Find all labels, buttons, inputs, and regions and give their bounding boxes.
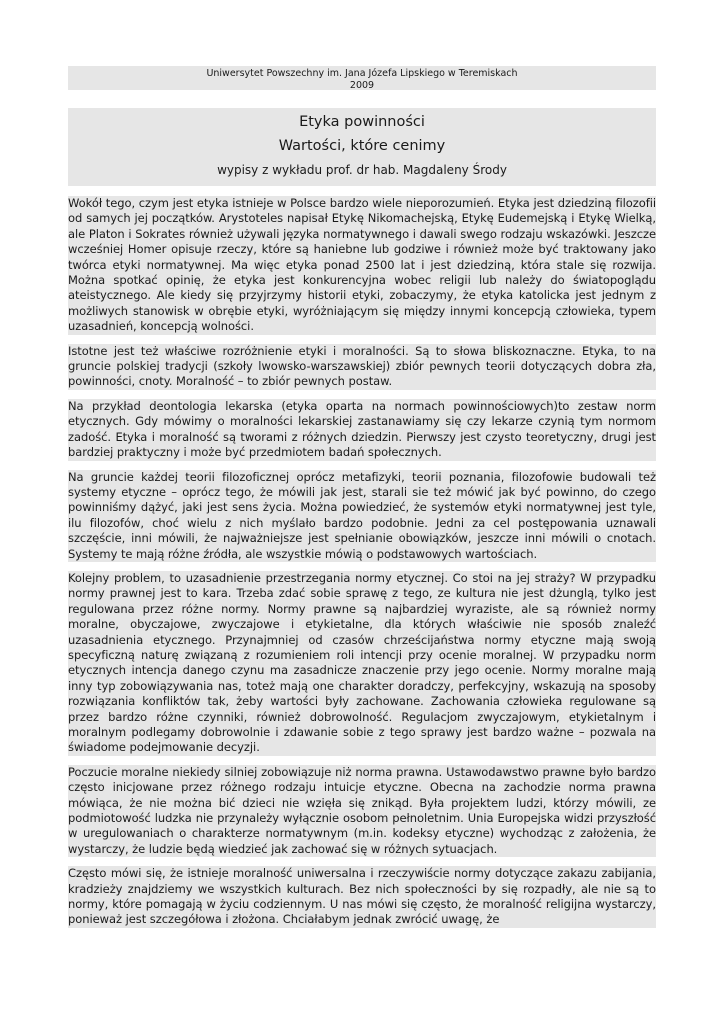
paragraph: Wokół tego, czym jest etyka istnieje w Polsce bardzo wiele nieporozumień. Etyka jest dziedziną filozofii od samych jej początków. Arystoteles napisał Etykę Nikomachejską, Etykę Eudemejską i Etykę Wielką, ale Platon i Sokrates również używali języka normatywnego i dawali swego rodzaju wskazówki. Jeszcze wcześniej Homer opisuje rzeczy, które są haniebne lub godziwe i również może być traktowany jako twórca etyki normatywnej. Ma więc etyka ponad 2500 lat i jest dziedziną, która stale się rozwija. Można spotkać opinię, że etyka jest konkurencyjna wobec religii lub należy do światopoglądu ateistycznego. Ale kiedy się przyjrzymy historii etyki, zobaczymy, że etyka katolicka jest jednym z możliwych stanowisk w obrębie etyki, wyróżniającym się między innymi koncepcją człowieka, typem uzasadnień, koncepcją wolności. <box>68 196 656 334</box>
paragraph: Istotne jest też właściwe rozróżnienie etyki i moralności. Są to słowa bliskoznaczne. Etyka, to na gruncie polskiej tradycji (szkoły lwowsko-warszawskiej) zbiór pewnych teorii dotyczących dobra zła, powinności, cnoty. Moralność – to zbiór pewnych postaw. <box>68 343 656 389</box>
document-page <box>68 66 656 928</box>
document-title: Etyka powinności <box>299 114 425 130</box>
paragraph: Kolejny problem, to uzasadnienie przestrzegania normy etycznej. Co stoi na jej straży? W przypadku normy prawnej jest to kara. Trzeba zdać sobie sprawę z tego, ze kultura nie jest dżunglą, tylko jest regulowana przez różne normy. Normy prawne są najbardziej wyraziste, ale są również normy moralne, obyczajowe, zwyczajowe i etykietalne, dla których właściwie nie sposób znaleźć uzasadnienia etycznego. Przynajmniej od czasów chrześcijaństwa normy etyczne mają swoją specyficzną naturę związaną z rozumieniem roli intencji przy ocenie moralnej. W przypadku norm etycznych intencja danego czynu ma zasadnicze znaczenie przy jego ocenie. Normy moralne mają inny typ zobowiązywania nas, toteż mają one charakter doradczy, perfekcyjny, wskazują na sposoby rozwiązania konfliktów tak, żeby wartości były zachowane. Zachowania człowieka regulowane są przez bardzo różne czynniki, również dobrowolność. Regulacjom zwyczajowym, etykietalnym i moralnym podlegamy dobrowolnie i zdawanie sobie z tego sprawy jest bardzo ważne – pozwala na świadome podejmowanie decyzji. <box>68 570 656 755</box>
document-header <box>68 66 656 90</box>
document-subtitle: Wartości, które cenimy <box>278 138 446 154</box>
paragraph: Poczucie moralne niekiedy silniej zobowiązuje niż norma prawna. Ustawodawstwo prawne było bardzo często inicjowane przez różnego rodzaju intuicje etyczne. Obecna na zachodzie norma prawna mówiąca, że nie można bić dzieci nie wzięła się znikąd. Była projektem ludzi, którzy mówili, ze podmiotowość ludzka nie przynależy wyłącznie osobom pełnoletnim. Unia Europejska widzi przyszłość w uregulowaniach o charakterze normatywnym (m.in. kodeksy etyczne) wychodząc z założenia, że wystarczy, że ludzie będą wiedzieć jak zachować się w różnych sytuacjach. <box>68 764 656 856</box>
header-year: 2009 <box>349 80 375 91</box>
document-byline: wypisy z wykładu prof. dr hab. Magdaleny Środy <box>217 163 507 177</box>
paragraph: Często mówi się, że istnieje moralność uniwersalna i rzeczywiście normy dotyczące zakazu zabijania, kradzieży znajdziemy we wszystkich kulturach. Bez nich społeczności by się rozpadły, ale nie są to normy, które pomagają w życiu codziennym. U nas mówi się często, że moralność religijna wystarczy, ponieważ jest szczegółowa i złożona. Chciałabym jednak zwrócić uwagę, że <box>68 866 656 927</box>
university-name: Uniwersytet Powszechny im. Jana Józefa Lipskiego w Teremiskach <box>206 68 518 79</box>
title-block <box>68 108 656 186</box>
paragraph: Na gruncie każdej teorii filozoficznej oprócz metafizyki, teorii poznania, filozofowie budowali też systemy etyczne – oprócz tego, że mówili jak jest, starali sie też mówić jak być powinno, do czego powinniśmy dążyć, jaki jest sens życia. Można powiedzieć, że systemów etyki normatywnej jest tyle, ilu filozofów, choć wielu z nich myślało bardzo podobnie. Jedni za cel postępowania uznawali szczęście, inni mówili, że najważniejsze jest spełnianie obowiązków, jeszcze inni mówili o cnotach. Systemy te mają różne źródła, ale wszystkie mówią o podstawowych wartościach. <box>68 469 656 561</box>
paragraph: Na przykład deontologia lekarska (etyka oparta na normach powinnościowych)to zestaw norm etycznych. Gdy mówimy o moralności lekarskiej zastanawiamy się czy lekarze czynią tym normom zadość. Etyka i moralność są tworami z różnych dziedzin. Pierwszy jest czysto teoretyczny, drugi jest bardziej praktyczny i może być przedmiotem badań społecznych. <box>68 398 656 460</box>
